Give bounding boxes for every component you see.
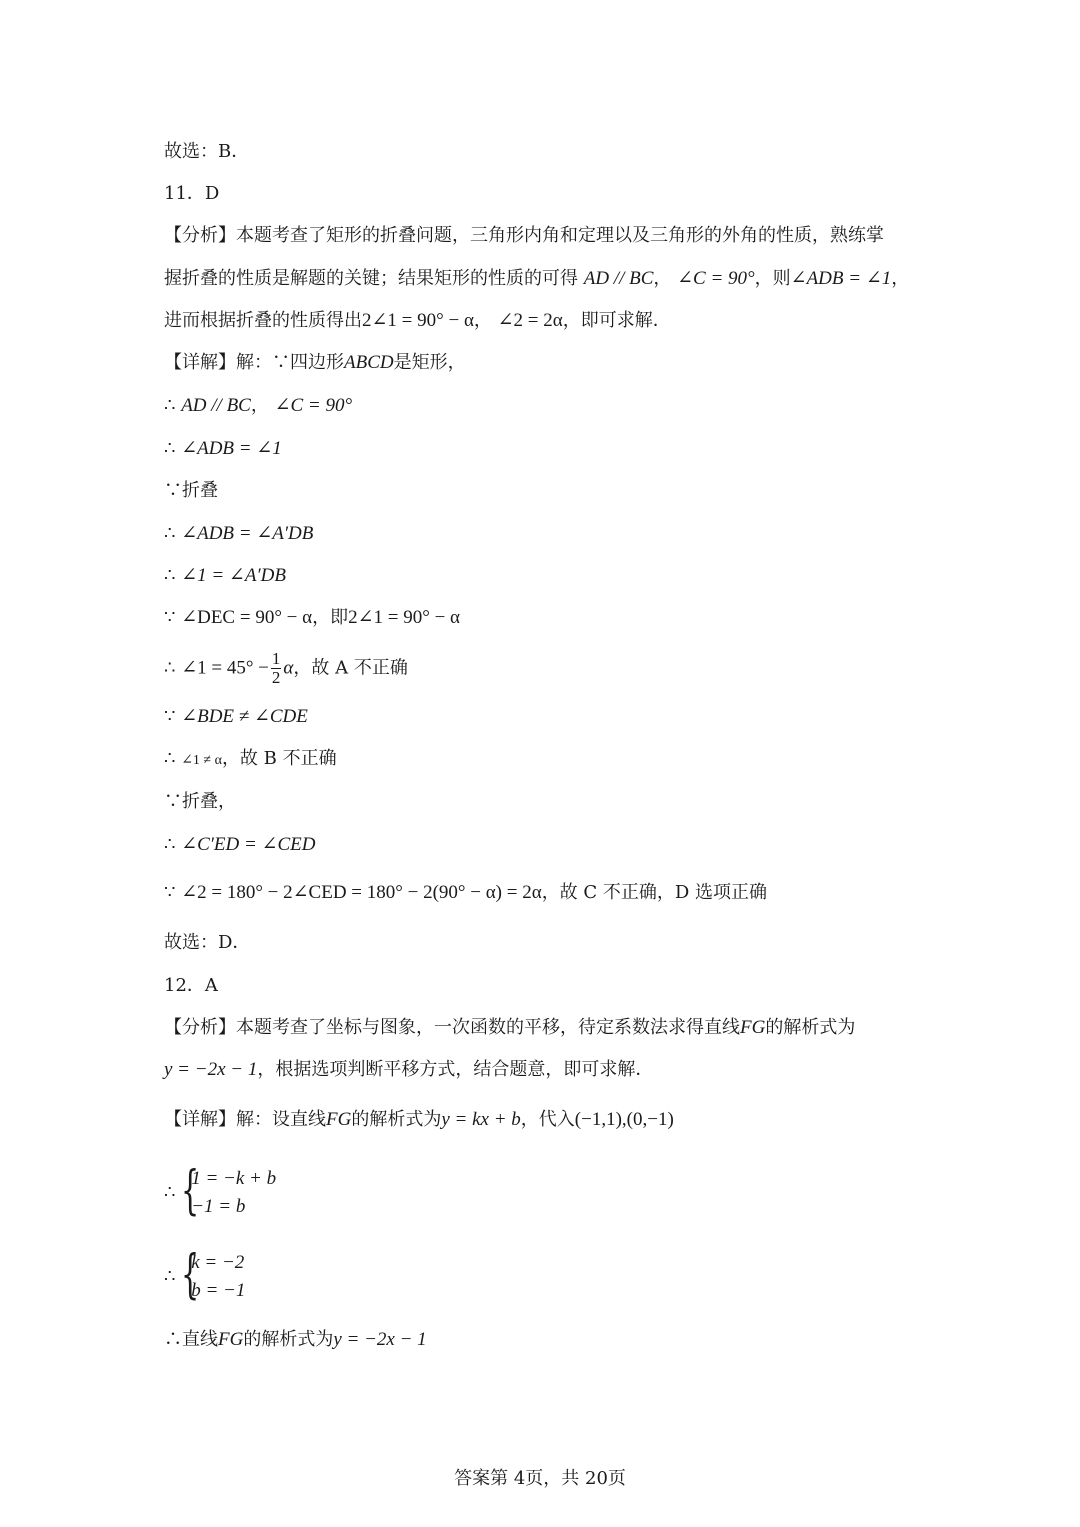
fraction-numerator: 1 bbox=[271, 649, 281, 668]
math-expression: (−1,1),(0,−1) bbox=[574, 1109, 674, 1130]
page-footer: 答案第 4页，共 20页 bbox=[454, 1468, 626, 1489]
text-line bbox=[164, 931, 250, 955]
math-expression: FG bbox=[218, 1329, 244, 1350]
text: ，故 A 不正确 bbox=[293, 657, 408, 679]
text: ，故 C 不正确，D 选项正确 bbox=[541, 882, 768, 903]
math-expression: ∠ADB = ∠A′DB bbox=[181, 523, 314, 544]
therefore-symbol: ∴ bbox=[164, 565, 176, 586]
text: 12．A bbox=[164, 975, 218, 996]
text: ， bbox=[891, 268, 910, 289]
text: ∵折叠， bbox=[164, 791, 236, 812]
question-number bbox=[164, 974, 218, 998]
math-expression: ∠2 = 180° − 2∠CED = 180° − 2(90° − α) = 2α bbox=[181, 882, 542, 903]
analysis-line bbox=[164, 224, 884, 248]
text: 【详解】解：∵四边形 bbox=[164, 352, 344, 373]
equation-row: −1 = b bbox=[191, 1196, 246, 1217]
therefore-symbol: ∴ bbox=[164, 395, 176, 416]
text: 进而根据折叠的性质得出 bbox=[164, 310, 362, 331]
math-expression: FG bbox=[326, 1109, 352, 1130]
solution-line bbox=[164, 650, 408, 687]
equation-row: k = −2 bbox=[191, 1252, 245, 1273]
therefore-symbol: ∴ bbox=[164, 1182, 176, 1203]
math-expression: FG bbox=[740, 1017, 766, 1038]
math-expression: ∠1 ≠ α bbox=[181, 753, 222, 768]
analysis-line bbox=[164, 1016, 855, 1040]
therefore-symbol: ∴ bbox=[164, 438, 176, 459]
math-expression: y = −2x − 1 bbox=[333, 1329, 427, 1350]
solution-line bbox=[164, 790, 236, 814]
therefore-symbol: ∴ bbox=[164, 748, 176, 769]
therefore-symbol: ∴ bbox=[164, 834, 176, 855]
text: 是矩形， bbox=[393, 352, 466, 373]
solution-line bbox=[164, 833, 316, 857]
text: ， bbox=[250, 395, 269, 416]
solution-line bbox=[164, 881, 767, 905]
equation-row: b = −1 bbox=[191, 1280, 246, 1301]
math-expression: ∠BDE ≠ ∠CDE bbox=[181, 706, 308, 727]
math-expression: ∠1 = 45° − bbox=[181, 657, 269, 679]
text: ∴直线 bbox=[164, 1329, 218, 1350]
math-expression: ABCD bbox=[344, 352, 394, 373]
text: ，故 B 不正确 bbox=[221, 748, 337, 769]
equation-row: 1 = −k + b bbox=[191, 1168, 277, 1189]
solution-line bbox=[164, 606, 460, 630]
math-expression: ∠C = 90° bbox=[274, 395, 353, 416]
text: 的解析式为 bbox=[765, 1017, 856, 1038]
text-line bbox=[164, 140, 249, 164]
math-expression: α bbox=[283, 657, 294, 679]
text: 【分析】本题考查了矩形的折叠问题，三角形内角和定理以及三角形的外角的性质，熟练掌 bbox=[164, 225, 884, 246]
text: ， bbox=[473, 310, 492, 331]
solution-line bbox=[164, 1328, 427, 1352]
math-expression: ∠1 = ∠A′DB bbox=[181, 565, 286, 586]
math-expression: ∠2 = 2α bbox=[497, 310, 563, 331]
left-brace-icon: { bbox=[181, 1161, 200, 1221]
analysis-line bbox=[164, 1058, 653, 1082]
text: 握折叠的性质是解题的关键；结果矩形的性质的可得 bbox=[164, 268, 578, 289]
math-expression: 2∠1 = 90° − α bbox=[348, 607, 460, 628]
math-expression: AD // BC bbox=[583, 268, 654, 289]
text: ，根据选项判断平移方式，结合题意，即可求解． bbox=[257, 1059, 654, 1080]
text: 11．D bbox=[164, 183, 220, 204]
math-expression: ∠ADB = ∠1 bbox=[181, 438, 282, 459]
text: 故选：D． bbox=[164, 932, 251, 953]
math-expression: 2∠1 = 90° − α bbox=[362, 310, 474, 331]
math-expression: ∠DEC = 90° − α bbox=[181, 607, 313, 628]
because-symbol: ∵ bbox=[164, 882, 176, 903]
math-expression: ∠ADB = ∠1 bbox=[790, 268, 892, 289]
text: ，则 bbox=[754, 268, 791, 289]
brace-system bbox=[181, 1161, 277, 1221]
solution-line bbox=[164, 705, 308, 729]
equation-system bbox=[164, 1163, 276, 1223]
text: 【分析】本题考查了坐标与图象，一次函数的平移，待定系数法求得直线 bbox=[164, 1017, 740, 1038]
solution-line bbox=[164, 522, 313, 546]
text: ，代入 bbox=[520, 1109, 575, 1130]
text: ， bbox=[653, 268, 672, 289]
equation-system bbox=[164, 1247, 245, 1307]
solution-line bbox=[164, 747, 337, 773]
text: 的解析式为 bbox=[243, 1329, 334, 1350]
math-expression: AD // BC bbox=[181, 395, 251, 416]
therefore-symbol: ∴ bbox=[164, 523, 176, 544]
because-symbol: ∵ bbox=[164, 607, 176, 628]
math-expression: ∠C = 90° bbox=[677, 268, 755, 289]
solution-line bbox=[164, 394, 352, 418]
because-symbol: ∵ bbox=[164, 706, 176, 727]
text: ∵折叠 bbox=[164, 480, 218, 501]
fraction bbox=[271, 650, 282, 687]
left-brace-icon: { bbox=[181, 1245, 200, 1305]
therefore-symbol: ∴ bbox=[164, 1266, 176, 1287]
math-expression: ∠C′ED = ∠CED bbox=[181, 834, 316, 855]
brace-system bbox=[181, 1245, 246, 1305]
fraction-denominator: 2 bbox=[271, 668, 281, 687]
text: ，即 bbox=[312, 607, 349, 628]
text: 【详解】解：设直线 bbox=[164, 1109, 326, 1130]
math-expression: y = kx + b bbox=[441, 1109, 521, 1130]
solution-line bbox=[164, 437, 282, 461]
text: 的解析式为 bbox=[351, 1109, 442, 1130]
solution-line bbox=[164, 479, 218, 503]
solution-line bbox=[164, 351, 466, 375]
question-number bbox=[164, 182, 219, 206]
therefore-symbol: ∴ bbox=[164, 657, 176, 679]
text: ，即可求解． bbox=[562, 310, 671, 331]
text: 故选：B． bbox=[164, 141, 250, 162]
solution-line bbox=[164, 1108, 674, 1132]
analysis-line bbox=[164, 309, 671, 333]
analysis-line bbox=[164, 267, 909, 291]
math-expression: y = −2x − 1 bbox=[164, 1059, 258, 1080]
solution-line bbox=[164, 564, 286, 588]
